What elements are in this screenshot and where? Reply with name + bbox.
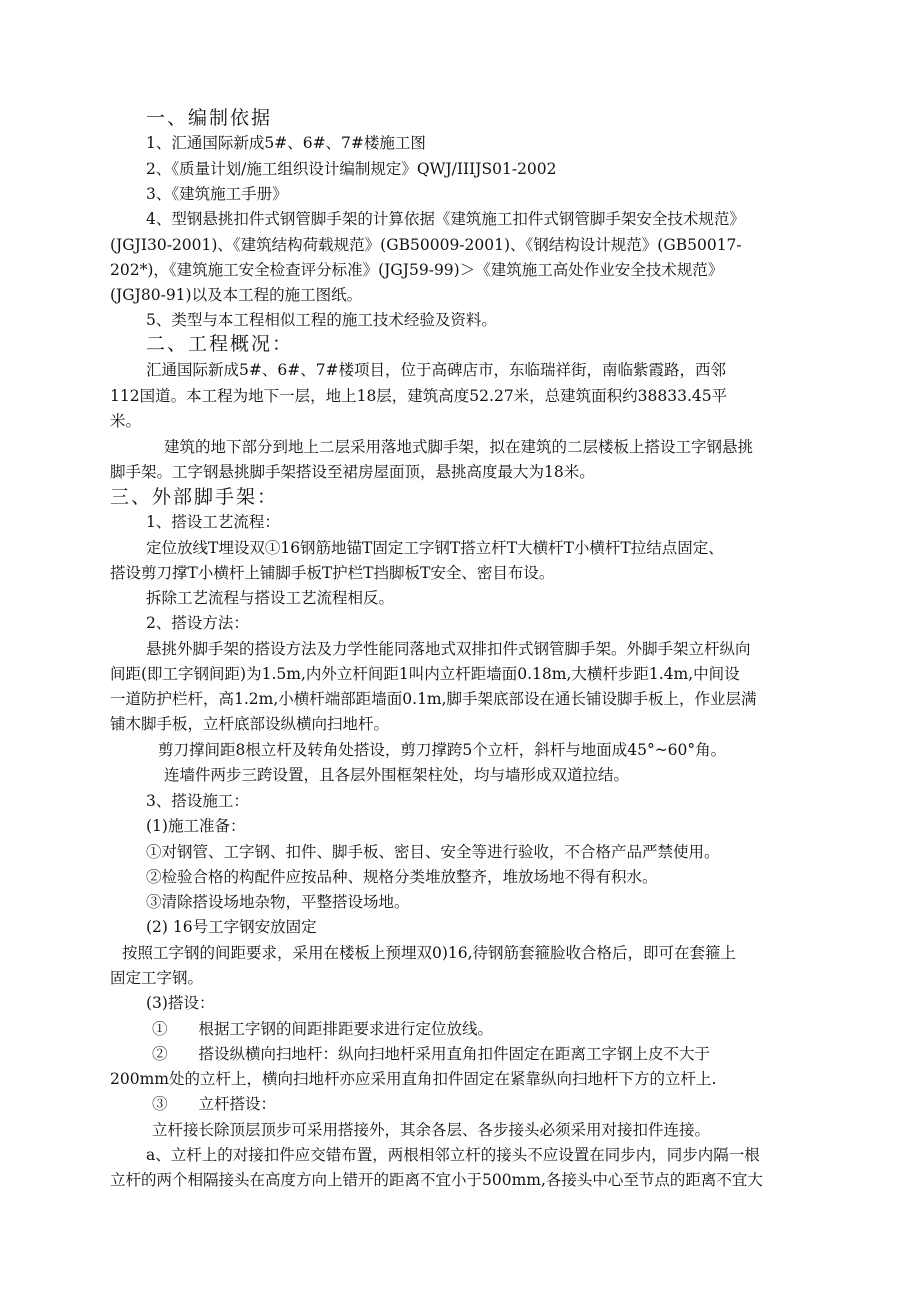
subheading-process: 1、搭设工艺流程： (146, 513, 280, 531)
section-heading-1: 一、编制依据 (146, 107, 273, 129)
method-line-3: 一道防护栏杆，高1.2m,小横杆端部距墙面0.1m,脚手架底部设在通长铺设脚手板上，作业层满 (110, 690, 757, 708)
prep-item-1: ①对钢管、工字钢、扣件、脚手板、密目、安全等进行验收，不合格产品严禁使用。 (146, 843, 720, 861)
overview-para-1-line-2: 112国道。本工程为地下一层，地上18层，建筑高度52.27米，总建筑面积约38833.45平 (110, 387, 728, 405)
basis-item-4-line-4: (JGJ80-91)以及本工程的施工图纸。 (110, 286, 363, 304)
basis-item-1: 1、汇通国际新成5#、6#、7#楼施工图 (146, 134, 426, 152)
section-heading-3: 三、外部脚手架： (110, 486, 279, 508)
basis-item-2: 2、《质量计划/施工组织设计编制规定》QWJ/IIIJS01-2002 (146, 160, 557, 178)
subheading-method: 2、搭设方法： (146, 614, 249, 632)
basis-item-4-line-2: (JGJI30-2001)、《建筑结构荷载规范》(GB50009-2001)、《钢结构设计规范》(GB50017- (110, 236, 742, 254)
ibeam-heading: (2) 16号工字钢安放固定 (146, 918, 317, 936)
section-heading-2: 二、工程概况： (146, 333, 294, 355)
erection-item-1: ① 根据工字钢的间距排距要求进行定位放线。 (152, 1020, 494, 1038)
prep-item-2: ②检验合格的构配件应按品种、规格分类堆放整齐，堆放场地不得有积水。 (146, 868, 658, 886)
basis-item-5: 5、类型与本工程相似工程的施工技术经验及资料。 (146, 311, 497, 329)
erection-item-2-line-1: ② 搭设纵横向扫地杆：纵向扫地杆采用直角扣件固定在距离工字钢上皮不大于 (152, 1045, 711, 1063)
subheading-construction: 3、搭设施工： (146, 792, 249, 810)
overview-para-1-line-3: 米。 (110, 412, 142, 430)
basis-item-4-line-1: 4、型钢悬挑扣件式钢管脚手架的计算依据《建筑施工扣件式钢管脚手架安全技术规范》 (146, 210, 745, 228)
method-wall-tie: 连墙件两步三跨设置，且各层外围框架柱处，均与墙形成双道拉结。 (164, 766, 630, 784)
standpipe-rule-a-line-1: a、立杆上的对接扣件应交错布置，两根相邻立杆的接头不应设置在同步内，同步内隔一根 (146, 1146, 760, 1164)
ibeam-line-2: 固定工字钢。 (110, 969, 204, 987)
standpipe-rule-a-line-2: 立杆的两个相隔接头在高度方向上错开的距离不宜小于500mm,各接头中心至节点的距离不宜大 (110, 1171, 763, 1189)
prep-item-3: ③清除搭设场地杂物，平整搭设场地。 (146, 893, 410, 911)
process-line-1: 定位放线T埋设双①16钢筋地锚T固定工字钢T搭立杆T大横杆T小横杆T拉结点固定、 (146, 539, 724, 557)
method-line-1: 悬挑外脚手架的搭设方法及力学性能同落地式双排扣件式钢管脚手架。外脚手架立杆纵向 (146, 640, 751, 658)
method-scissor-brace: 剪刀撑间距8根立杆及转角处搭设，剪刀撑跨5个立杆，斜杆与地面成45°~60°角。 (158, 741, 727, 759)
ibeam-line-1: 按照工字钢的间距要求，采用在楼板上预埋双0)16,待钢筋套箍脸收合格后，即可在套箍上 (122, 944, 737, 962)
overview-para-2-line-2: 脚手架。工字钢悬挑脚手架搭设至裙房屋面顶，悬挑高度最大为18米。 (110, 463, 595, 481)
erection-item-3: ③ 立杆搭设： (152, 1095, 277, 1113)
overview-para-2-line-1: 建筑的地下部分到地上二层采用落地式脚手架，拟在建筑的二层楼板上搭设工字钢悬挑 (164, 438, 754, 456)
prep-heading: (1)施工准备： (146, 817, 246, 835)
basis-item-3: 3、《建筑施工手册》 (146, 185, 288, 203)
basis-item-4-line-3: 202*)，《建筑施工安全检查评分标准》(JGJ59-99)＞《建筑施工高处作业安全技术规范》 (110, 261, 724, 279)
method-line-2: 间距(即工字钢间距)为1.5m,内外立杆间距1叫内立杆距墙面0.18m,大横杆步距1.4m,中间设 (110, 665, 740, 683)
standpipe-connection: 立杆接长除顶层顶步可采用搭接外，其余各层、各步接头必须采用对接扣件连接。 (152, 1121, 711, 1139)
overview-para-1-line-1: 汇通国际新成5#、6#、7#楼项目，位于高碑店市，东临瑞祥街，南临紫霞路，西邻 (146, 361, 727, 379)
process-removal: 拆除工艺流程与搭设工艺流程相反。 (146, 589, 395, 607)
process-line-2: 搭设剪刀撑T小横杆上铺脚手板T护栏T挡脚板T安全、密目布设。 (110, 564, 555, 582)
erection-item-2-line-2: 200mm处的立杆上，横向扫地杆亦应采用直角扣件固定在紧靠纵向扫地杆下方的立杆上. (110, 1070, 717, 1088)
method-line-4: 铺木脚手板，立杆底部设纵横向扫地杆。 (110, 715, 390, 733)
erection-heading: (3)搭设： (146, 994, 215, 1012)
